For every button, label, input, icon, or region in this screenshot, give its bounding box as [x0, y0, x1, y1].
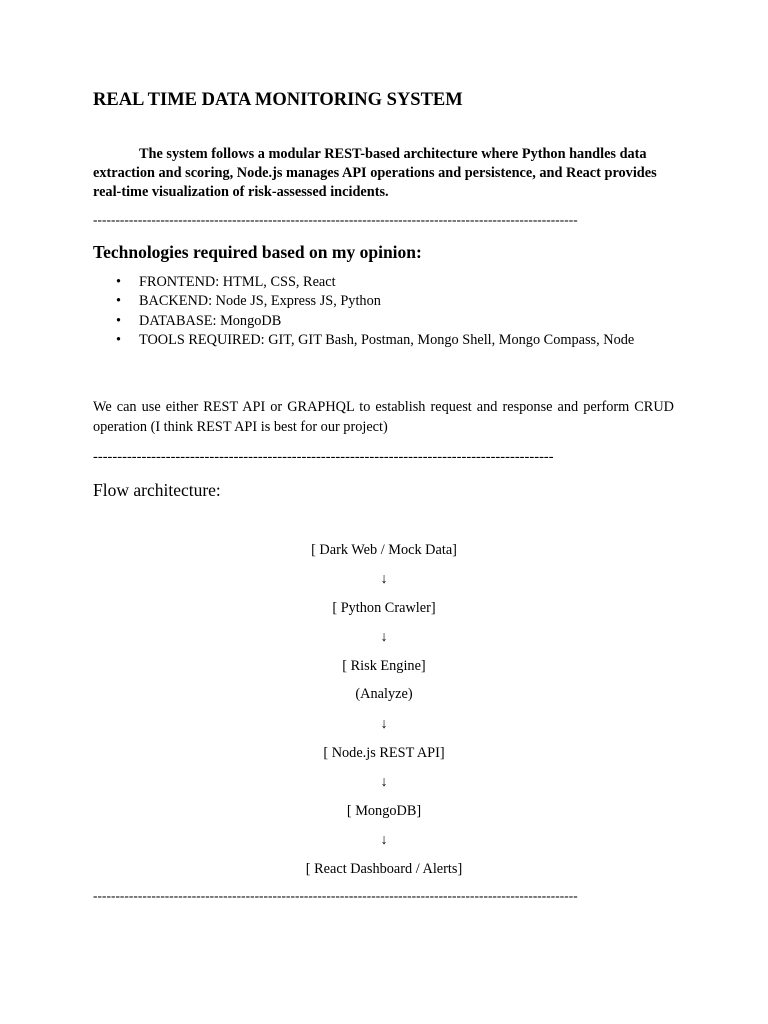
divider-line: ------------------------------------------------------------------------------------------------------------: [93, 888, 578, 903]
flow-step-analyze-note: (Analyze): [355, 686, 413, 702]
down-arrow-icon: ↓: [380, 571, 388, 587]
down-arrow-icon: ↓: [380, 629, 388, 645]
bullet-icon: •: [116, 331, 122, 348]
list-item-text: DATABASE: MongoDB: [139, 312, 282, 329]
list-item: [93, 312, 674, 331]
list-item-text: BACKEND: Node JS, Express JS, Python: [139, 293, 381, 310]
bullet-icon: •: [116, 293, 122, 310]
down-arrow-icon: ↓: [380, 832, 388, 848]
technologies-heading: Technologies required based on my opinion:: [93, 242, 422, 262]
list-item: [93, 273, 674, 292]
flow-step-source: [ Dark Web / Mock Data]: [311, 542, 457, 558]
list-item: [93, 292, 674, 311]
flow-heading: Flow architecture:: [93, 480, 221, 500]
flow-step-api: [ Node.js REST API]: [323, 745, 445, 761]
intro-paragraph: [93, 145, 674, 202]
bullet-icon: •: [116, 274, 122, 290]
intro-text: The system follows a modular REST-based architecture where Python handles data extraction and scoring, Node.js manages API operations and persistence, and React provides real-time visualization of risk-assessed incidents.: [93, 146, 657, 200]
api-paragraph: We can use either REST API or GRAPHQL to establish request and response and perform CRUD operation (I think REST API is best for our project): [93, 399, 674, 435]
down-arrow-icon: ↓: [380, 774, 388, 790]
divider-line: -----------------------------------------------------------------------------------------------: [93, 449, 554, 465]
list-item-text: TOOLS REQUIRED: GIT, GIT Bash, Postman, Mongo Shell, Mongo Compass, Node: [139, 331, 635, 348]
document-title: REAL TIME DATA MONITORING SYSTEM: [93, 90, 463, 110]
divider-line: ------------------------------------------------------------------------------------------------------------: [93, 212, 578, 227]
flow-step-crawler: [ Python Crawler]: [332, 600, 436, 616]
flow-step-risk-engine: [ Risk Engine]: [342, 658, 426, 674]
list-item: [93, 331, 674, 350]
technologies-list: [93, 273, 674, 350]
down-arrow-icon: ↓: [380, 716, 388, 732]
list-item-text: FRONTEND: HTML, CSS, React: [139, 274, 336, 290]
flow-step-dashboard: [ React Dashboard / Alerts]: [305, 861, 463, 877]
bullet-icon: •: [116, 312, 122, 329]
flow-step-database: [ MongoDB]: [346, 803, 422, 819]
